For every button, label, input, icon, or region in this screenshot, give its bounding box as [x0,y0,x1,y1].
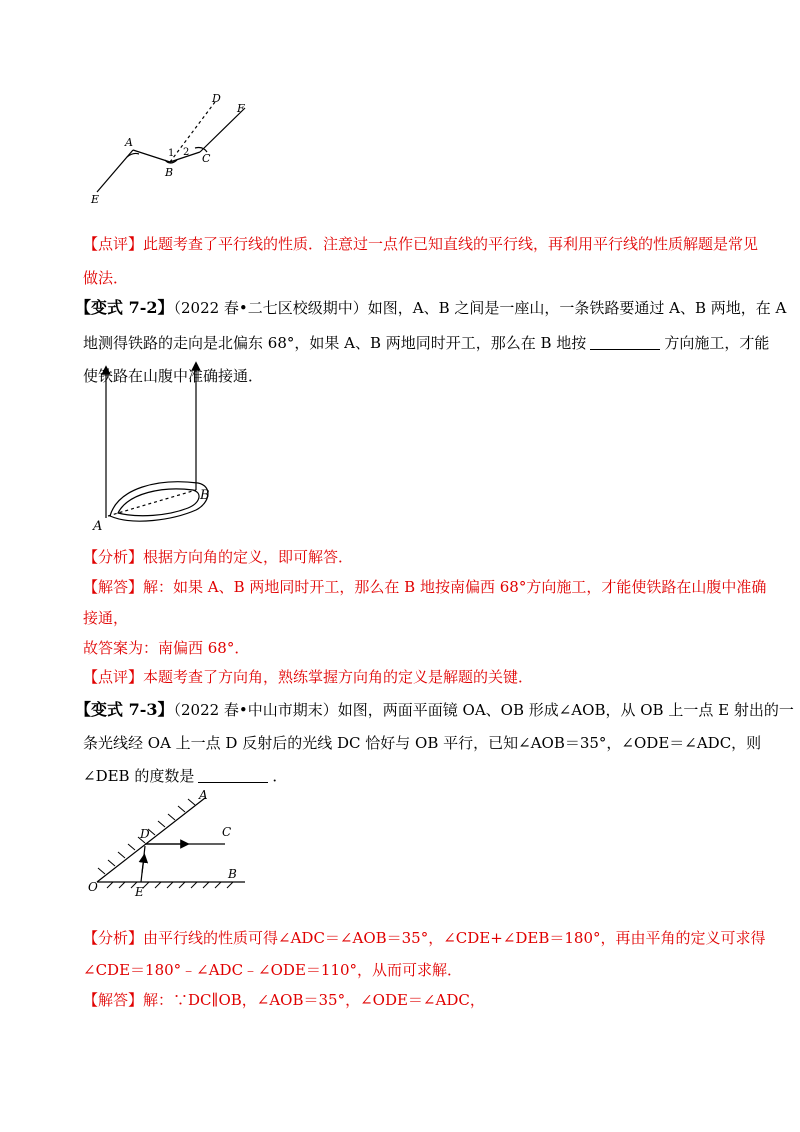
fig2-label-a: A [93,519,103,534]
figure-mirrors [85,788,255,898]
answer-tag: 【解答】 [83,991,144,1009]
fig3-label-a: A [199,788,208,802]
question-7-3-line-3 [83,765,743,787]
analysis-tag: 【分析】 [83,929,144,947]
question-7-3-text-3a: ∠DEB 的度数是 [83,767,195,785]
fig1-label-d: D [212,92,221,105]
answer-7-2-line-3: 故答案为：南偏西 68°． [83,639,250,657]
answer-text: 解：如果 A、B 两地同时开工，那么在 B 地按南偏西 68°方向施工，才能使铁路在山腹中准确 [143,578,767,596]
fig2-label-b: B [200,488,210,503]
analysis-7-3-line-1 [83,927,766,949]
question-7-3-text-3b: ． [272,767,288,785]
fig1-label-e: E [91,193,100,206]
fig1-label-b: B [165,166,174,179]
fig1-label-c: C [202,152,211,165]
question-7-3-line-1 [75,699,794,721]
answer-blank[interactable] [590,335,660,350]
question-7-2-line-1 [75,297,787,319]
fig1-label-a: A [125,136,133,149]
fig3-label-c: C [222,825,232,839]
answer-7-2-line-1 [83,576,767,598]
comment-text: 本题考查了方向角，熟练掌握方向角的定义是解题的关键． [143,668,534,686]
analysis-7-2 [83,546,743,568]
question-7-2-text-2b: 方向施工，才能 [664,334,770,352]
analysis-7-3-line-2: ∠CDE＝180°﹣∠ADC﹣∠ODE＝110°，从而可求解． [83,961,463,979]
question-7-2-text-1: （2022 春•二七区校级期中）如图，A、B 之间是一座山，一条铁路要通过 A、B 两地，在 A [173,299,787,317]
comment-tag: 【点评】 [83,235,144,253]
analysis-tag: 【分析】 [83,548,144,566]
comment-1-line-1 [83,233,759,255]
question-7-3-text-1: （2022 春•中山市期末）如图，两面平面镜 OA、OB 形成∠AOB，从 OB 上一点 E 射出的一 [173,701,794,719]
fig3-label-o: O [88,880,98,894]
question-7-3-line-2: 条光线经 OA 上一点 D 反射后的光线 DC 恰好与 OB 平行，已知∠AOB＝35°，∠ODE＝∠ADC，则 [83,734,762,752]
figure-mountain [88,358,238,538]
fig1-angle-1: 1 [168,148,175,159]
analysis-text: 根据方向角的定义，即可解答． [143,548,354,566]
question-7-2-line-2 [83,332,770,354]
comment-tag: 【点评】 [83,668,144,686]
fig1-label-f: F [237,102,245,115]
answer-blank[interactable] [198,768,268,783]
answer-7-3-line-1 [83,989,743,1011]
comment-7-2 [83,666,743,688]
question-7-2-text-2a: 地测得铁路的走向是北偏东 68°，如果 A、B 两地同时开工，那么在 B 地按 [83,334,587,352]
fig3-label-e: E [135,885,144,898]
answer-tag: 【解答】 [83,578,144,596]
answer-7-2-line-2: 接通， [83,609,129,627]
answer-text: 解：∵DC∥OB，∠AOB＝35°，∠ODE＝∠ADC， [143,991,485,1009]
analysis-text: 由平行线的性质可得∠ADC＝∠AOB＝35°，∠CDE+∠DEB＝180°，再由平角的定义可求得 [143,929,766,947]
fig3-label-b: B [228,867,237,881]
comment-text: 此题考查了平行线的性质．注意过一点作已知直线的平行线，再利用平行线的性质解题是常见 [143,235,759,253]
fig3-label-d: D [140,827,150,841]
question-7-3-tag: 【变式 7-3】 [75,700,174,719]
question-7-2-tag: 【变式 7-2】 [75,298,174,317]
comment-1-line-2: 做法． [83,269,129,287]
fig1-angle-2: 2 [183,147,190,158]
figure-parallel-lines [85,90,255,215]
question-7-2-line-3: 使铁路在山腹中准确接通． [83,367,264,385]
